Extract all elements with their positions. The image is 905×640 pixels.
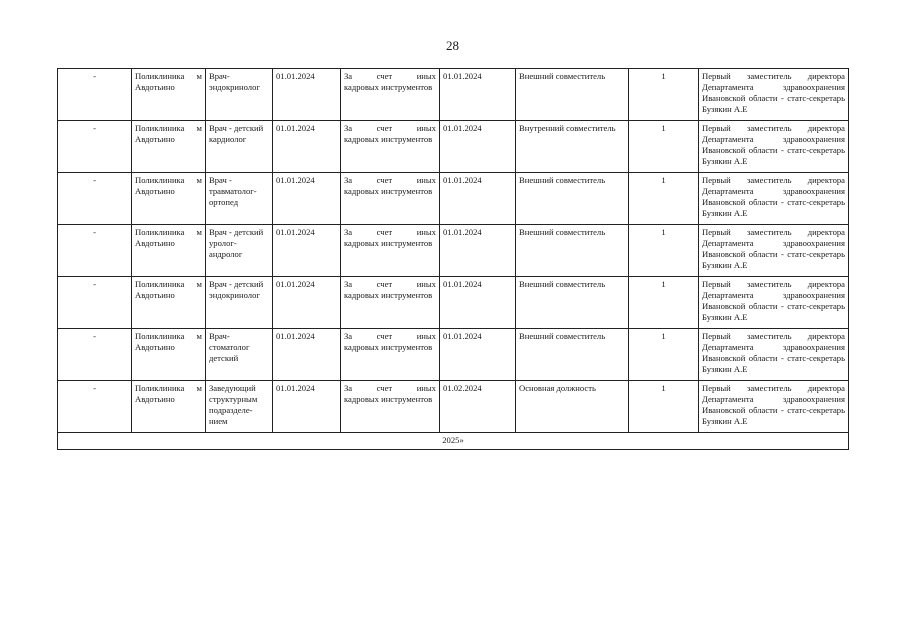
start-date-cell: 01.01.2024 [273,121,341,173]
rate-cell: 1 [629,225,699,277]
position-cell: Врач - детский уролог-андролог [206,225,273,277]
funding-source-cell [341,225,440,277]
organization-cell: Поликлиника м Авдотьино [132,381,206,433]
year-label: 2025» [58,433,849,450]
funding-source-rest: кадровых инструментов [344,342,433,352]
table-row [58,225,849,277]
funding-source-word: За [344,331,353,341]
funding-source-word: счет [376,227,393,237]
end-date-cell: 01.01.2024 [440,277,516,329]
funding-source-word: иных [416,71,436,81]
table-row [58,173,849,225]
end-date-cell: 01.02.2024 [440,381,516,433]
row-number: - [58,277,132,329]
employment-type-cell: Внешний совместитель [516,277,629,329]
end-date-cell: 01.01.2024 [440,69,516,121]
funding-source-rest: кадровых инструментов [344,186,433,196]
rate-cell: 1 [629,329,699,381]
organization-cell: Поликлиника м Авдотьино [132,329,206,381]
start-date-cell: 01.01.2024 [273,329,341,381]
funding-source-word: счет [376,71,393,81]
organization-cell: Поликлиника м Авдотьино [132,121,206,173]
funding-source-word: иных [416,123,436,133]
responsible-person-cell: Первый заместитель директора Департамента здравоохранения Ивановской области - статс-секретарь Бузякин А.Е [699,121,849,173]
employment-type-cell: Внешний совместитель [516,69,629,121]
funding-source-cell [341,329,440,381]
page-number: 28 [446,38,459,53]
row-number: - [58,69,132,121]
organization-cell: Поликлиника м Авдотьино [132,69,206,121]
funding-source-word: счет [376,175,393,185]
start-date-cell: 01.01.2024 [273,69,341,121]
funding-source-rest: кадровых инструментов [344,238,433,248]
position-cell: Врач - детский эндокринолог [206,277,273,329]
funding-source-word: За [344,227,353,237]
employment-type-cell: Основная должность [516,381,629,433]
staffing-table [57,68,849,450]
table-row [58,69,849,121]
employment-type-cell: Внешний совместитель [516,329,629,381]
funding-source-word: За [344,71,353,81]
funding-source-rest: кадровых инструментов [344,82,433,92]
responsible-person-cell: Первый заместитель директора Департамента здравоохранения Ивановской области - статс-секретарь Бузякин А.Е [699,329,849,381]
row-number: - [58,329,132,381]
responsible-person-cell: Первый заместитель директора Департамента здравоохранения Ивановской области - статс-секретарь Бузякин А.Е [699,225,849,277]
organization-cell: Поликлиника м Авдотьино [132,173,206,225]
start-date-cell: 01.01.2024 [273,173,341,225]
funding-source-word: иных [416,227,436,237]
funding-source-word: иных [416,383,436,393]
row-number: - [58,121,132,173]
employment-type-cell: Внешний совместитель [516,173,629,225]
position-cell: Врач-эндокринолог [206,69,273,121]
start-date-cell: 01.01.2024 [273,277,341,329]
funding-source-rest: кадровых инструментов [344,394,433,404]
start-date-cell: 01.01.2024 [273,225,341,277]
responsible-person-cell: Первый заместитель директора Департамента здравоохранения Ивановской области - статс-секретарь Бузякин А.Е [699,173,849,225]
organization-cell: Поликлиника м Авдотьино [132,225,206,277]
funding-source-word: За [344,383,353,393]
row-number: - [58,225,132,277]
funding-source-rest: кадровых инструментов [344,290,433,300]
funding-source-rest: кадровых инструментов [344,134,433,144]
position-cell: Врач - травматолог-ортопед [206,173,273,225]
funding-source-word: За [344,279,353,289]
funding-source-word: счет [376,123,393,133]
end-date-cell: 01.01.2024 [440,225,516,277]
year-row [58,433,849,450]
end-date-cell: 01.01.2024 [440,329,516,381]
rate-cell: 1 [629,173,699,225]
funding-source-word: иных [416,175,436,185]
rate-cell: 1 [629,121,699,173]
row-number: - [58,173,132,225]
funding-source-word: иных [416,279,436,289]
table-row [58,121,849,173]
table-row [58,277,849,329]
rate-cell: 1 [629,381,699,433]
funding-source-word: счет [376,383,393,393]
end-date-cell: 01.01.2024 [440,173,516,225]
position-cell: Врач - детский кардиолог [206,121,273,173]
funding-source-word: За [344,123,353,133]
responsible-person-cell: Первый заместитель директора Департамента здравоохранения Ивановской области - статс-секретарь Бузякин А.Е [699,381,849,433]
funding-source-word: счет [376,331,393,341]
funding-source-word: иных [416,331,436,341]
organization-cell: Поликлиника м Авдотьино [132,277,206,329]
employment-type-cell: Внутренний совместитель [516,121,629,173]
rate-cell: 1 [629,277,699,329]
end-date-cell: 01.01.2024 [440,121,516,173]
position-cell: Заведующий структурным подразделе-нием [206,381,273,433]
table-row [58,381,849,433]
responsible-person-cell: Первый заместитель директора Департамента здравоохранения Ивановской области - статс-секретарь Бузякин А.Е [699,69,849,121]
rate-cell: 1 [629,69,699,121]
funding-source-cell [341,173,440,225]
start-date-cell: 01.01.2024 [273,381,341,433]
position-cell: Врач-стоматолог детский [206,329,273,381]
funding-source-cell [341,381,440,433]
funding-source-cell [341,277,440,329]
funding-source-word: За [344,175,353,185]
table-row [58,329,849,381]
employment-type-cell: Внешний совместитель [516,225,629,277]
funding-source-cell [341,121,440,173]
responsible-person-cell: Первый заместитель директора Департамента здравоохранения Ивановской области - статс-секретарь Бузякин А.Е [699,277,849,329]
funding-source-word: счет [376,279,393,289]
funding-source-cell [341,69,440,121]
row-number: - [58,381,132,433]
